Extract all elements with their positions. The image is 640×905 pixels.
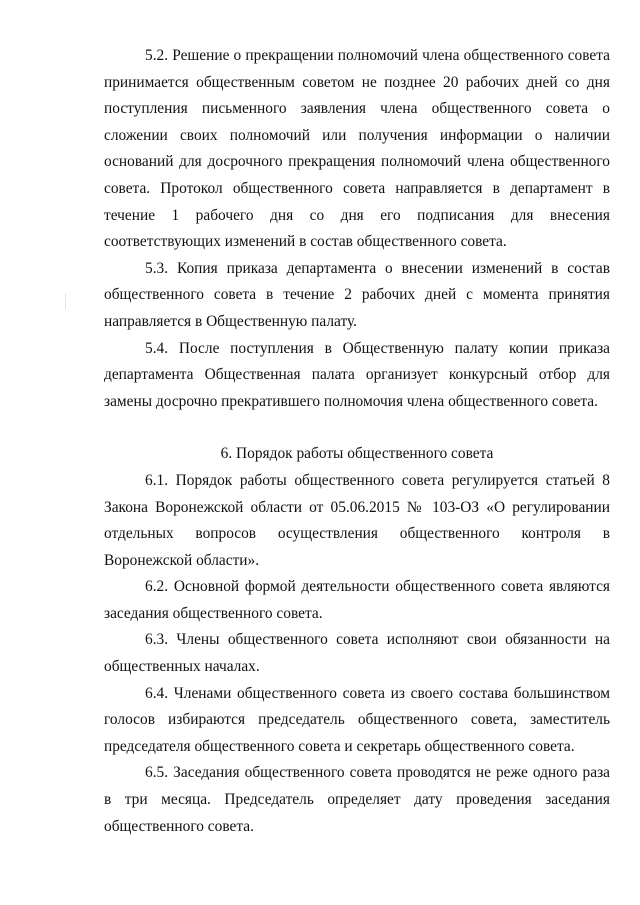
paragraph-6-2: 6.2. Основной формой деятельности общественного совета являются заседания общественного совета. xyxy=(104,578,610,622)
paragraph-6-1: 6.1. Порядок работы общественного совета регулируется статьей 8 Закона Воронежской области от 05.06.2015 № 103-ОЗ «О регулировании отдельных вопросов осуществления общественного контроля в Воронежской области». xyxy=(104,471,610,569)
section-heading: 6. Порядок работы общественного совета xyxy=(220,445,494,463)
paragraph-5-3: 5.3. Копия приказа департамента о внесении изменений в состав общественного совета в течение 2 рабочих дней с момента принятия направляется в Общественную палату. xyxy=(104,259,610,330)
paragraph-5-4: 5.4. После поступления в Общественную палату копии приказа департамента Общественная палата организует конкурсный отбор для замены досрочно прекратившего полномочия члена общественного совета. xyxy=(104,339,610,410)
document-body xyxy=(104,43,610,840)
paragraph-5-2: 5.2. Решение о прекращении полномочий члена общественного совета принимается общественным советом не позднее 20 рабочих дней со дня поступления письменного заявления члена общественного совета о сложении своих полномочий или получения информации о наличии оснований для досрочного прекращения полномочий члена общественного совета. Протокол общественного совета направляется в департамент в течение 1 рабочего дня со дня его подписания для внесения соответствующих изменений в состав общественного совета. xyxy=(104,47,610,251)
paragraph-6-4: 6.4. Членами общественного совета из своего состава большинством голосов избираются председатель общественного совета, заместитель председателя общественного совета и секретарь общественного совета. xyxy=(104,684,610,755)
paragraph-6-3: 6.3. Члены общественного совета исполняют свои обязанности на общественных началах. xyxy=(104,631,610,676)
section-spacer xyxy=(104,415,610,441)
margin-mark xyxy=(65,293,66,309)
paragraph-6-5: 6.5. Заседания общественного совета проводятся не реже одного раза в три месяца. Председатель определяет дату проведения заседания общественного совета. xyxy=(104,764,610,835)
